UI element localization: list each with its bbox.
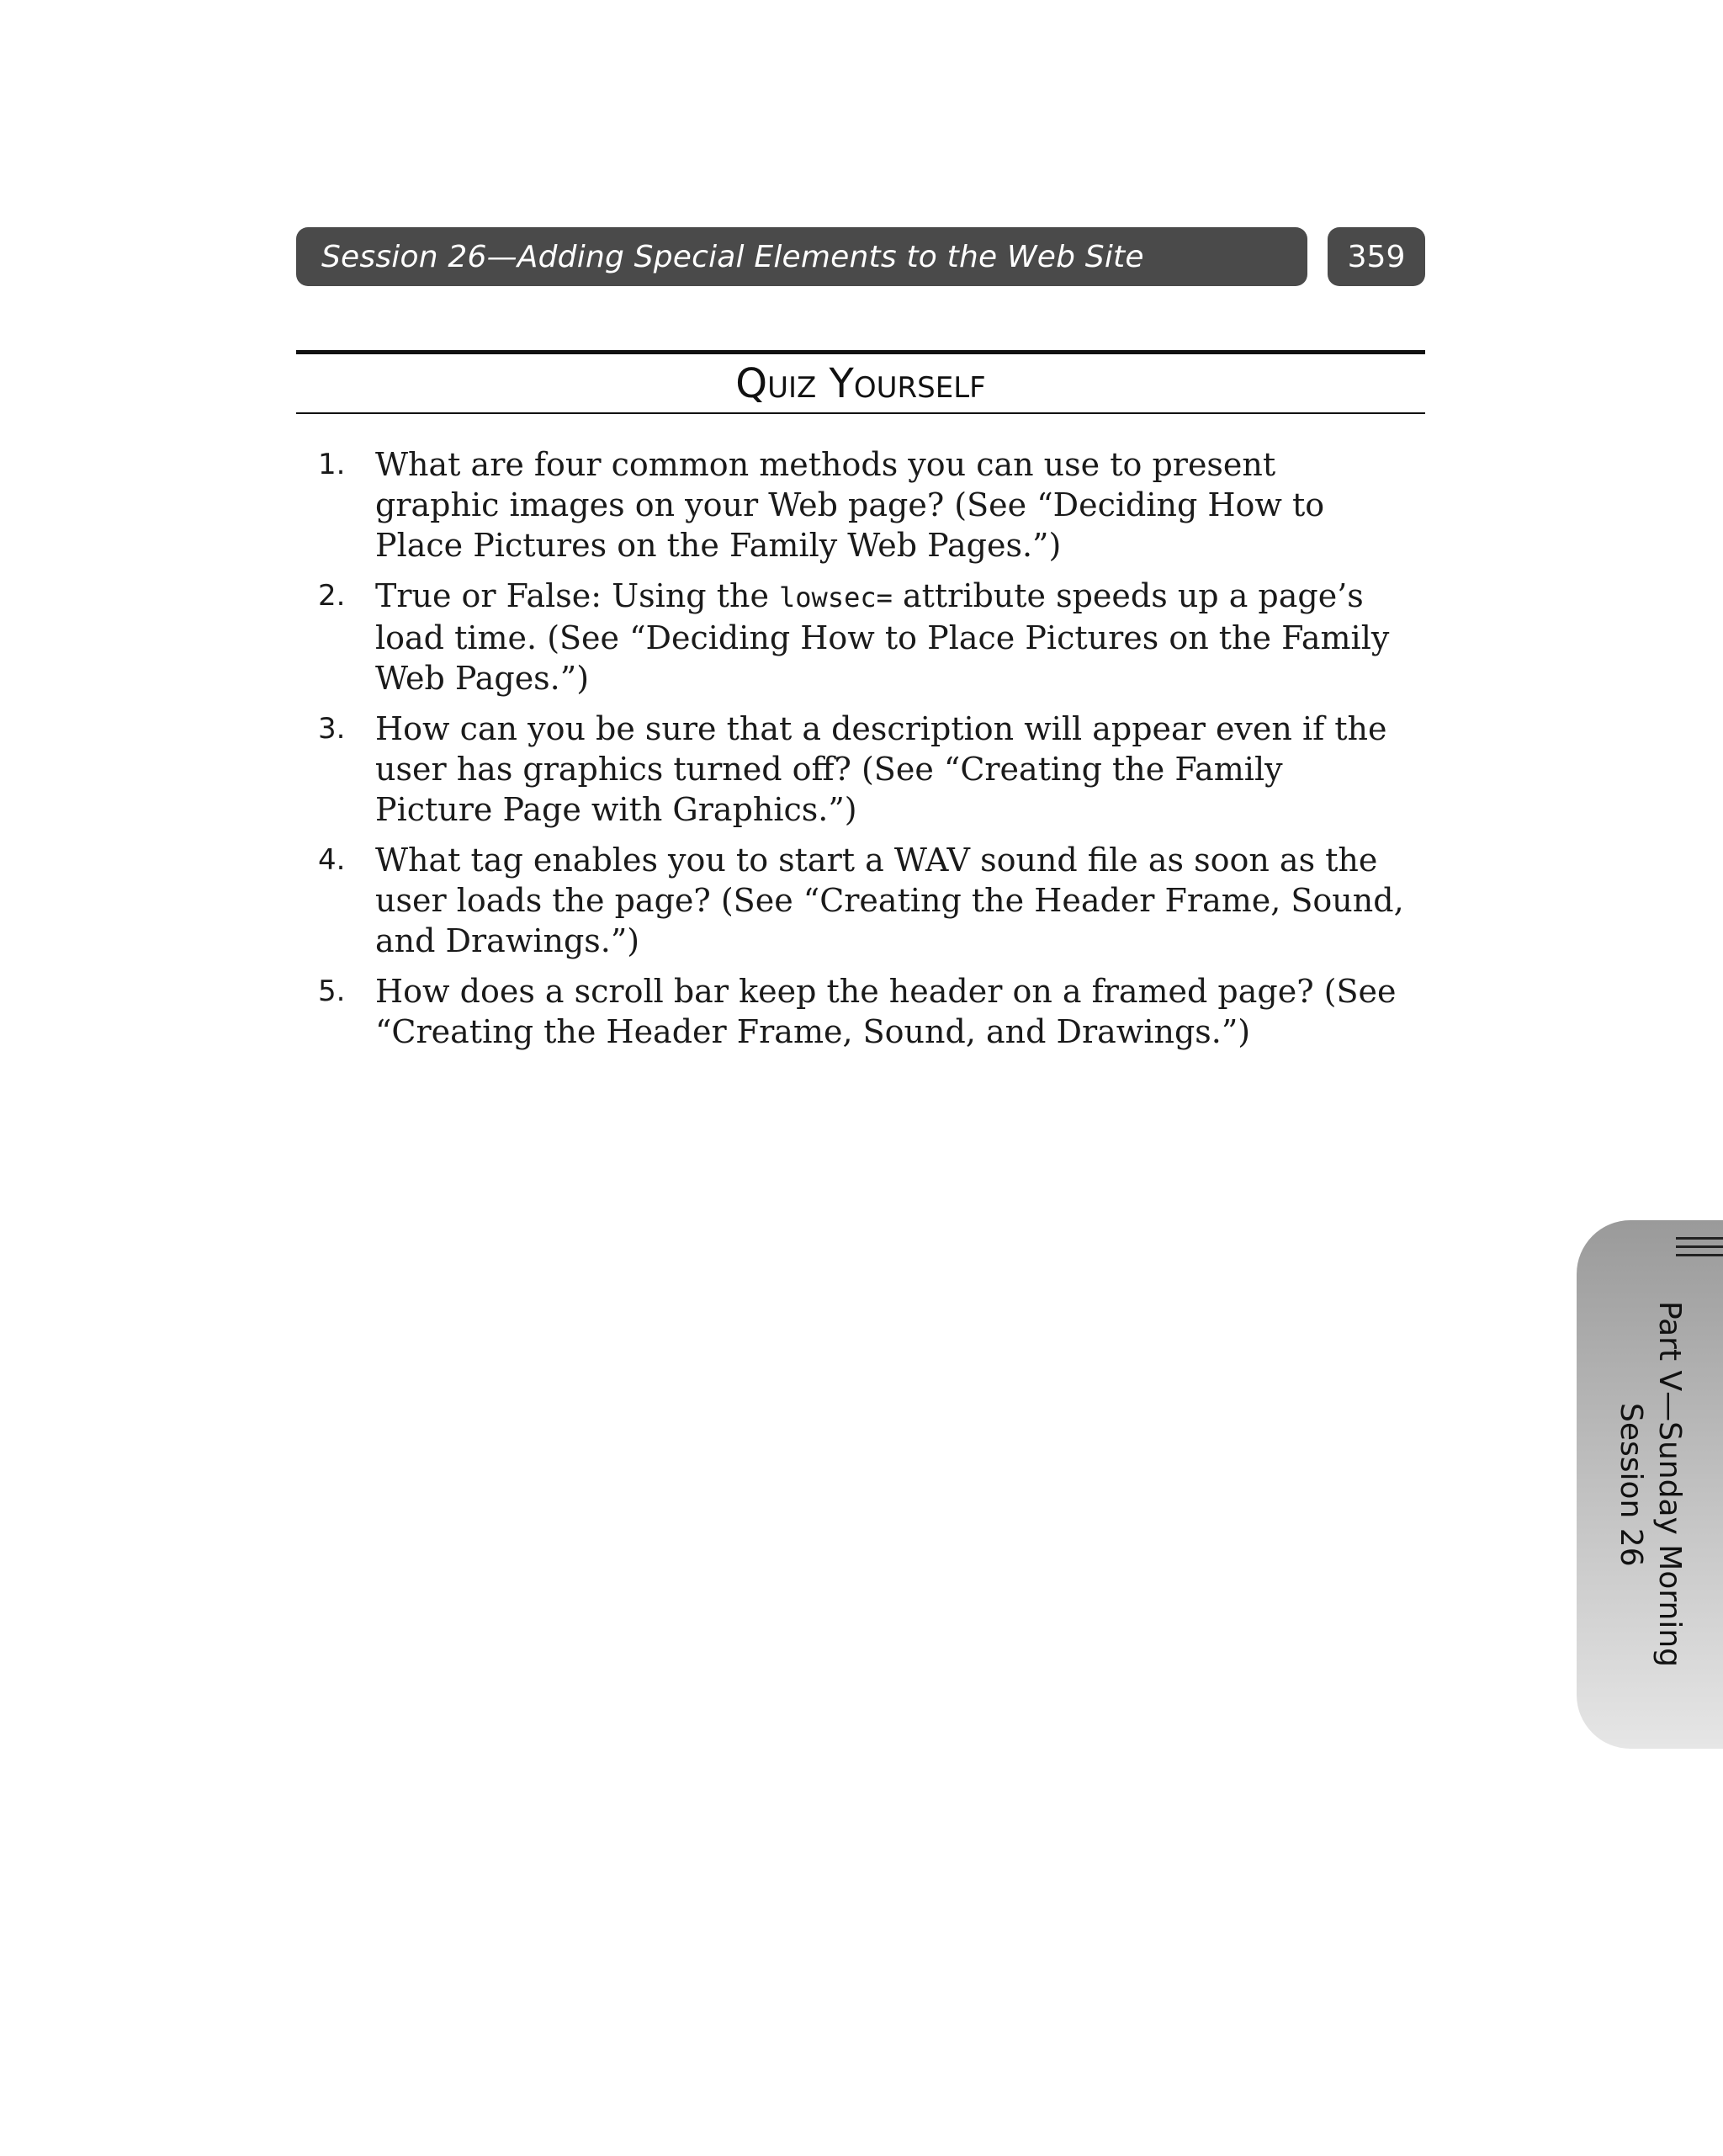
question-text-after: attribute speeds up a page’s load time. (See “Deciding How to Place Pictures on the Family Web Pages.”) bbox=[375, 577, 1390, 697]
question-number: 2. bbox=[318, 579, 346, 613]
question-number: 4. bbox=[318, 843, 346, 877]
side-tab-label bbox=[1577, 1220, 1723, 1749]
side-tab-part: Part V—Sunday Morning bbox=[1652, 1301, 1687, 1668]
code-attribute: lowsec= bbox=[779, 581, 893, 613]
side-tab-session: Session 26 bbox=[1614, 1402, 1648, 1567]
question-text: What tag enables you to start a WAV sound file as soon as the user loads the page? (See “Creating the Header Frame, Sound, and Drawings.”) bbox=[375, 842, 1404, 959]
page-number-box bbox=[1328, 227, 1425, 286]
question-number: 5. bbox=[318, 974, 346, 1008]
quiz-question-5 bbox=[311, 971, 1405, 1052]
heading-rule-top bbox=[296, 350, 1425, 354]
running-header-title: Session 26—Adding Special Elements to the Web Site bbox=[321, 239, 1144, 274]
running-header bbox=[296, 227, 1307, 286]
question-text: What are four common methods you can use to present graphic images on your Web page? (See “Deciding How to Place Pictures on the Family Web Pages.”) bbox=[375, 446, 1325, 564]
heading-rule-bottom bbox=[296, 412, 1425, 414]
question-text: How can you be sure that a description will appear even if the user has graphics turned off? (See “Creating the Family Picture Page with Graphics.”) bbox=[375, 710, 1387, 828]
quiz-question-1 bbox=[311, 444, 1405, 566]
quiz-question-4 bbox=[311, 840, 1405, 961]
quiz-list bbox=[311, 444, 1405, 1062]
page-number: 359 bbox=[1347, 239, 1406, 274]
question-number: 1. bbox=[318, 448, 346, 481]
quiz-question-2 bbox=[311, 576, 1405, 698]
quiz-question-3 bbox=[311, 709, 1405, 830]
question-number: 3. bbox=[318, 712, 346, 746]
section-heading: Quiz Yourself bbox=[735, 360, 986, 407]
question-text-before: True or False: Using the bbox=[375, 577, 780, 614]
question-text: How does a scroll bar keep the header on a framed page? (See “Creating the Header Frame, Sound, and Drawings.”) bbox=[375, 973, 1397, 1050]
